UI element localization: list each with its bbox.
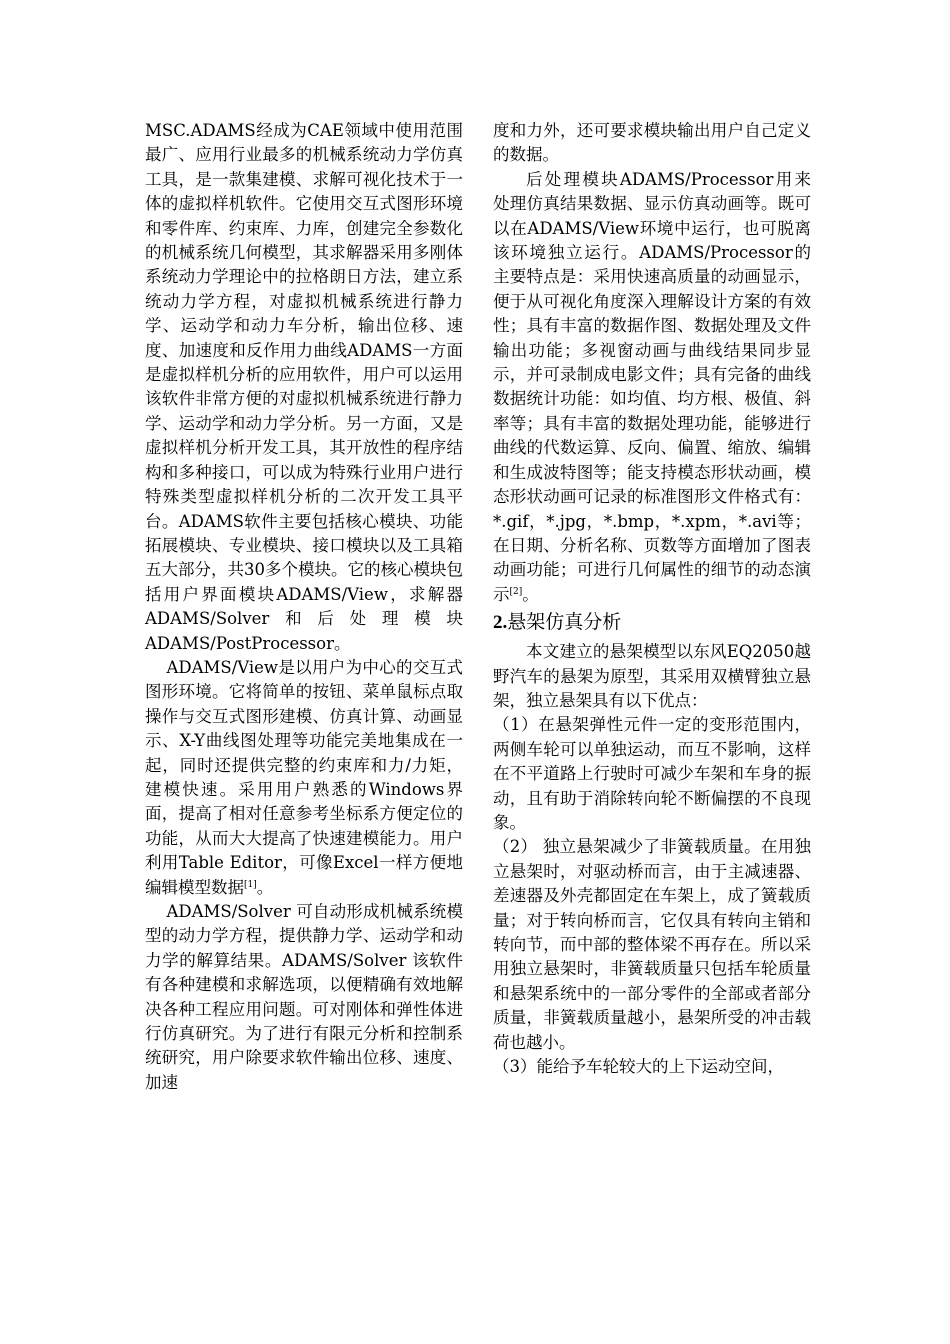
paragraph-end: 。: [256, 877, 274, 897]
section-title: 悬架仿真分析: [507, 611, 622, 634]
list-item-advantage-3: （3）能给予车轮较大的上下运动空间，: [493, 1057, 784, 1077]
list-item-advantage-2: （2） 独立悬架减少了非簧载质量。在用独立悬架时，对驱动桥而言，由于主减速器、差速器及外壳都固定在车架上，成了簧载质量；对于转向桥而言，它仅具有转向主销和转向节，而中部的整体梁不再存在。所以采用独立悬架时，非簧载质量只包括车轮质量和悬架系统中的一部分零件的全部或者部分质量，非簧载质量越小，悬架所受的冲击载荷也越小。: [493, 837, 811, 1052]
paragraph-adams-view: [145, 656, 463, 900]
section-heading: [493, 609, 811, 636]
paragraph-end: 。: [522, 584, 539, 604]
paragraph-adams-overview: MSC.ADAMS经成为CAE领域中使用范围最广、应用行业最多的机械系统动力学仿真工具，是一款集建模、求解可视化技术于一体的虚拟样机软件。它使用交互式图形环境和零件库、约束库、力库，创建完全参数化的机械系统几何模型，其求解器采用多刚体系统动力学理论中的拉格朗日方法，建立系统动力学方程，对虚拟机械系统进行静力学、运动学和动力车分析，输出位移、速度、加速度和反作用力曲线ADAMS一方面是虚拟样机分析的应用软件，用户可以运用该软件非常方便的对虚拟机械系统进行静力学、运动学和动力学分析。另一方面，又是虚拟样机分析开发工具，其开放性的程序结构和多种接口，可以成为特殊行业用户进行特殊类型虚拟样机分析的二次开发工具平台。ADAMS软件主要包括核心模块、功能拓展模块、专业模块、接口模块以及工具箱五大部分，共30多个模块。它的核心模块包括用户界面模块ADAMS/View，求解器ADAMS/Solver和后处理模块ADAMS/PostProcessor。: [145, 121, 463, 653]
paragraph-text: 后处理模块ADAMS/Processor用来处理仿真结果数据、显示仿真动画等。既可以在ADAMS/View环境中运行，也可脱离该环境独立运行。ADAMS/Processor的主要特点是：采用快速高质量的动画显示，便于从可视化角度深入理解设计方案的有效性；具有丰富的数据作图、数据处理及文件输出功能；多视窗动画与曲线结果同步显示，并可录制成电影文件；具有完备的曲线数据统计功能：如均值、均方根、极值、斜率等；具有丰富的数据处理功能，能够进行曲线的代数运算、反向、偏置、缩放、编辑和生成波特图等；能支持模态形状动画，模态形状动画可记录的标准图形文件格式有：*.gif，*.jpg，*.bmp，*.xpm，*.avi等；在日期、分析名称、页数等方面增加了图表动画功能；可进行几何属性的细节的动态演示: [493, 169, 811, 604]
paragraph-adams-solver: ADAMS/Solver 可自动形成机械系统模型的动力学方程，提供静力学、运动学和动力学的解算结果。ADAMS/Solver 该软件有各种建模和求解选项，以便精确有效地解决各种工程应用问题。可对刚体和弹性体进行仿真研究。为了进行有限元分析和控制系统研究，用户除要求软件输出位移、速度、加速: [145, 902, 463, 1092]
paragraph-suspension-model: 本文建立的悬架模型以东风EQ2050越野汽车的悬架为原型，其采用双横臂独立悬架，独立悬架具有以下优点：: [493, 642, 811, 710]
paragraph-text: ADAMS/View是以用户为中心的交互式图形环境。它将简单的按钮、菜单鼠标点取操作与交互式图形建模、仿真计算、动画显示、X-Y曲线图处理等功能完美地集成在一起，同时还提供完整的约束库和力/力矩，建模快速。采用用户熟悉的Windows界面，提高了相对任意参考坐标系方便定位的功能，从而大大提高了快速建模能力。用户利用Table Editor，可像Excel一样方便地编辑模型数据: [145, 657, 463, 897]
list-item-advantage-1: （1）在悬架弹性元件一定的变形范围内，两侧车轮可以单独运动，而互不影响，这样在不平道路上行驶时可减少车架和车身的振动，且有助于消除转向轮不断偏摆的不良现象。: [493, 715, 811, 832]
paragraph-continued: 度和力外，还可要求模块输出用户自己定义的数据。: [493, 121, 811, 165]
paragraph-adams-processor: [493, 168, 811, 607]
citation-ref-2[interactable]: [2]: [509, 586, 523, 597]
citation-ref-1[interactable]: [1]: [244, 879, 257, 890]
left-column: [145, 119, 463, 1095]
section-number: 2.: [493, 612, 508, 634]
right-column: [493, 119, 811, 1079]
